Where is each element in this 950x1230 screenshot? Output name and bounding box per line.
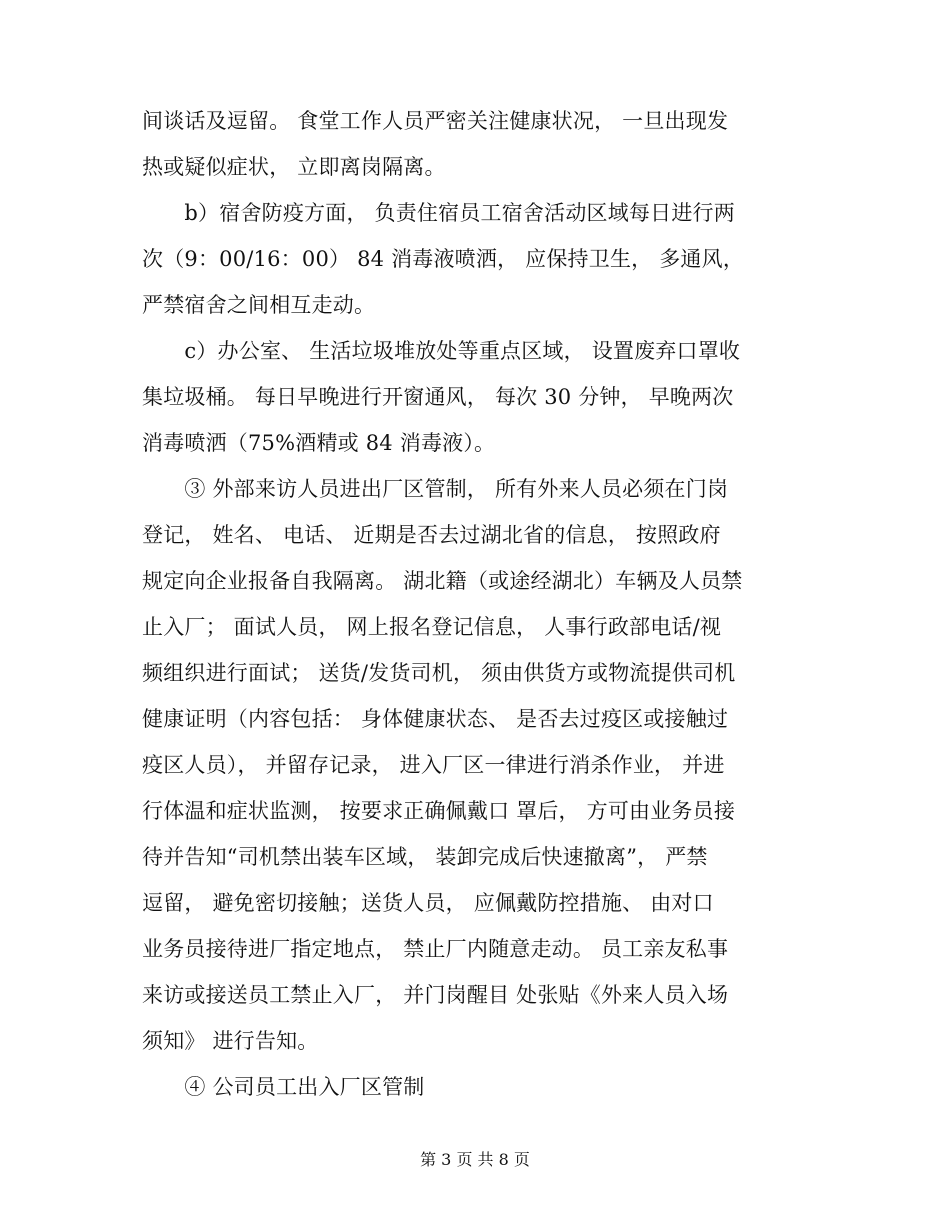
body-text bbox=[142, 98, 810, 1110]
text-line: 规定向企业报备自我隔离。 湖北籍（或途经湖北）车辆及人员禁 bbox=[142, 569, 743, 593]
text-line: ④ 公司员工出入厂区管制 bbox=[142, 1075, 425, 1099]
text-line: 待并告知“司机禁出装车区域， 装卸完成后快速撤离”， 严禁 bbox=[142, 845, 708, 869]
text-line: 登记， 姓名、 电话、 近期是否去过湖北省的信息， 按照政府 bbox=[142, 523, 721, 547]
text-line: 须知》 进行告知。 bbox=[142, 1029, 319, 1053]
text-line: b）宿舍防疫方面， 负责住宿员工宿舍活动区域每日进行两 bbox=[142, 201, 735, 225]
text-line: 消毒喷洒（75%酒精或 84 消毒液）。 bbox=[142, 431, 496, 455]
text-line: 业务员接待进厂指定地点， 禁止厂内随意走动。 员工亲友私事 bbox=[142, 937, 729, 961]
text-line: 频组织进行面试； 送货/发货司机， 须由供货方或物流提供司机 bbox=[142, 661, 736, 685]
text-line: 行体温和症状监测， 按要求正确佩戴口 罩后， 方可由业务员接 bbox=[142, 799, 736, 823]
text-line: c）办公室、 生活垃圾堆放处等重点区域， 设置废弃口罩收 bbox=[142, 339, 741, 363]
text-line: 逗留， 避免密切接触；送货人员， 应佩戴防控措施、 由对口 bbox=[142, 891, 714, 915]
text-line: 疫区人员）， 并留存记录， 进入厂区一律进行消杀作业， 并进 bbox=[142, 753, 725, 777]
text-line: 间谈话及逗留。 食堂工作人员严密关注健康状况， 一旦出现发 bbox=[142, 109, 729, 133]
text-line: 健康证明（内容包括： 身体健康状态、 是否去过疫区或接触过 bbox=[142, 707, 729, 731]
text-line: ③ 外部来访人员进出厂区管制， 所有外来人员必须在门岗 bbox=[142, 477, 729, 501]
text-line: 止入厂； 面试人员， 网上报名登记信息， 人事行政部电话/视 bbox=[142, 615, 722, 639]
text-line: 集垃圾桶。 每日早晚进行开窗通风， 每次 30 分钟， 早晚两次 bbox=[142, 385, 734, 409]
text-line: 热或疑似症状， 立即离岗隔离。 bbox=[142, 155, 446, 179]
page-number-footer: 第 3 页 共 8 页 bbox=[420, 1150, 530, 1169]
text-line: 次（9：00/16：00） 84 消毒液喷洒， 应保持卫生， 多通风， bbox=[142, 247, 745, 271]
text-line: 来访或接送员工禁止入厂， 并门岗醒目 处张贴《外来人员入场 bbox=[142, 983, 729, 1007]
text-line: 严禁宿舍之间相互走动。 bbox=[142, 293, 376, 317]
